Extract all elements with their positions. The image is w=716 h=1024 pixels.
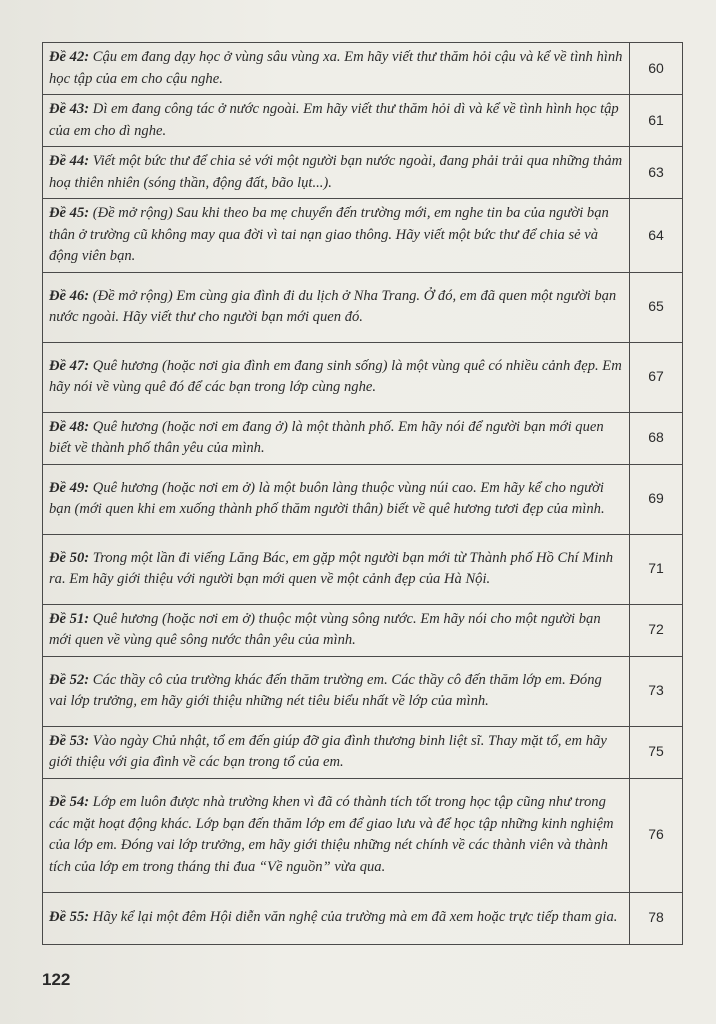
entry-label: Đề 52: (49, 671, 90, 688)
entry-label: Đề 50: (49, 549, 90, 566)
entry-text: Các thầy cô của trường khác đến thăm trường em. Các thầy cô đến thăm lớp em. Đóng vai lớp trưởng, em hãy giới thiệu những nét tiêu biểu nhất về lớp của mình. (49, 671, 602, 709)
entry-text: (Đề mở rộng) Sau khi theo ba mẹ chuyển đến trường mới, em nghe tin ba của người bạn thân ở trường cũ không may qua đời vì tai nạn giao thông. Hãy viết một bức thư để chia sẻ và động viên bạn. (49, 205, 609, 264)
entry-label: Đề 51: (49, 610, 90, 627)
toc-entry (43, 412, 630, 464)
entry-text: Trong một lần đi viếng Lăng Bác, em gặp một người bạn mới từ Thành phố Hồ Chí Minh ra. Em hãy giới thiệu với người bạn mới quen về một cảnh đẹp của Hà Nội. (49, 549, 614, 587)
entry-label: Đề 55: (49, 909, 90, 926)
entry-page-number: 71 (630, 534, 683, 604)
entry-label: Đề 49: (49, 479, 90, 496)
entry-text: (Đề mở rộng) Em cùng gia đình đi du lịch ở Nha Trang. Ở đó, em đã quen một người bạn nước ngoài. Hãy viết thư cho người bạn mới quen đó. (49, 287, 617, 325)
toc-entry (43, 604, 630, 656)
toc-entry (43, 199, 630, 273)
toc-entry (43, 43, 630, 95)
entry-label: Đề 42: (49, 49, 90, 65)
entry-page-number: 63 (630, 147, 683, 199)
entry-page-number: 69 (630, 464, 683, 534)
entry-text: Dì em đang công tác ở nước ngoài. Em hãy viết thư thăm hỏi dì và kể về tình hình học tập của em cho dì nghe. (49, 101, 619, 139)
toc-row-47 (43, 342, 683, 412)
toc-row-46 (43, 272, 683, 342)
toc-row-48 (43, 412, 683, 464)
toc-row-42 (43, 43, 683, 95)
toc-entry (43, 147, 630, 199)
entry-label: Đề 45: (49, 205, 90, 221)
toc-entry (43, 656, 630, 726)
toc-entry (43, 272, 630, 342)
entry-label: Đề 48: (49, 418, 90, 435)
toc-row-53 (43, 726, 683, 778)
entry-page-number: 68 (630, 412, 683, 464)
table-of-contents (42, 42, 683, 945)
entry-text: Quê hương (hoặc nơi em đang ở) là một thành phố. Em hãy nói để người bạn mới quen biết về thành phố thân yêu của mình. (49, 418, 604, 456)
toc-entry (43, 95, 630, 147)
entry-page-number: 76 (630, 778, 683, 892)
entry-page-number: 60 (630, 43, 683, 95)
entry-page-number: 73 (630, 656, 683, 726)
entry-text: Vào ngày Chủ nhật, tổ em đến giúp đỡ gia đình thương binh liệt sĩ. Thay mặt tổ, em hãy giới thiệu với gia đình về các bạn trong tổ của em. (49, 732, 607, 770)
entry-page-number: 78 (630, 892, 683, 944)
toc-row-45 (43, 199, 683, 273)
toc-row-44 (43, 147, 683, 199)
toc-row-52 (43, 656, 683, 726)
entry-text: Quê hương (hoặc nơi gia đình em đang sinh sống) là một vùng quê có nhiều cảnh đẹp. Em hãy nói về vùng quê đó để các bạn trong lớp cùng nghe. (49, 357, 622, 395)
toc-entry (43, 534, 630, 604)
entry-text: Lớp em luôn được nhà trường khen vì đã có thành tích tốt trong học tập cũng như trong các mặt hoạt động khác. Lớp bạn đến thăm lớp em để giao lưu và để học tập những kinh nghiệm của lớp em. Đóng vai lớp trưởng, em hãy giới thiệu những nét chính về các thành viên và thành tích của lớp em trong tháng thi đua “Về nguồn” vừa qua. (49, 794, 614, 875)
entry-page-number: 61 (630, 95, 683, 147)
entry-text: Quê hương (hoặc nơi em ở) thuộc một vùng sông nước. Em hãy nói cho một người bạn mới quen về vùng quê sông nước thân yêu của mình. (49, 610, 601, 648)
entry-text: Viết một bức thư để chia sẻ với một người bạn nước ngoài, đang phải trải qua những thảm hoạ thiên nhiên (sóng thần, động đất, bão lụt...). (49, 153, 623, 191)
toc-entry (43, 778, 630, 892)
entry-page-number: 75 (630, 726, 683, 778)
toc-row-54 (43, 778, 683, 892)
toc-entry (43, 892, 630, 944)
entry-label: Đề 53: (49, 732, 90, 749)
toc-entry (43, 464, 630, 534)
toc-entry (43, 726, 630, 778)
entry-label: Đề 46: (49, 287, 90, 304)
entry-text: Hãy kể lại một đêm Hội diễn văn nghệ của trường mà em đã xem hoặc trực tiếp tham gia. (92, 909, 618, 926)
entry-page-number: 67 (630, 342, 683, 412)
entry-label: Đề 54: (49, 794, 90, 810)
toc-row-55 (43, 892, 683, 944)
entry-page-number: 72 (630, 604, 683, 656)
page-footer-number: 122 (42, 970, 71, 989)
toc-row-49 (43, 464, 683, 534)
toc-entry (43, 342, 630, 412)
toc-row-51 (43, 604, 683, 656)
entry-label: Đề 47: (49, 357, 90, 374)
toc-row-50 (43, 534, 683, 604)
entry-label: Đề 44: (49, 153, 90, 169)
entry-text: Quê hương (hoặc nơi em ở) là một buôn làng thuộc vùng núi cao. Em hãy kể cho người bạn (mới quen khi em xuống thành phố thăm người thân) biết về quê hương tươi đẹp của mình. (49, 479, 605, 517)
entry-label: Đề 43: (49, 101, 90, 117)
entry-text: Cậu em đang dạy học ở vùng sâu vùng xa. Em hãy viết thư thăm hỏi cậu và kể về tình hình học tập của em cho cậu nghe. (49, 49, 623, 87)
toc-row-43 (43, 95, 683, 147)
entry-page-number: 64 (630, 199, 683, 273)
entry-page-number: 65 (630, 272, 683, 342)
